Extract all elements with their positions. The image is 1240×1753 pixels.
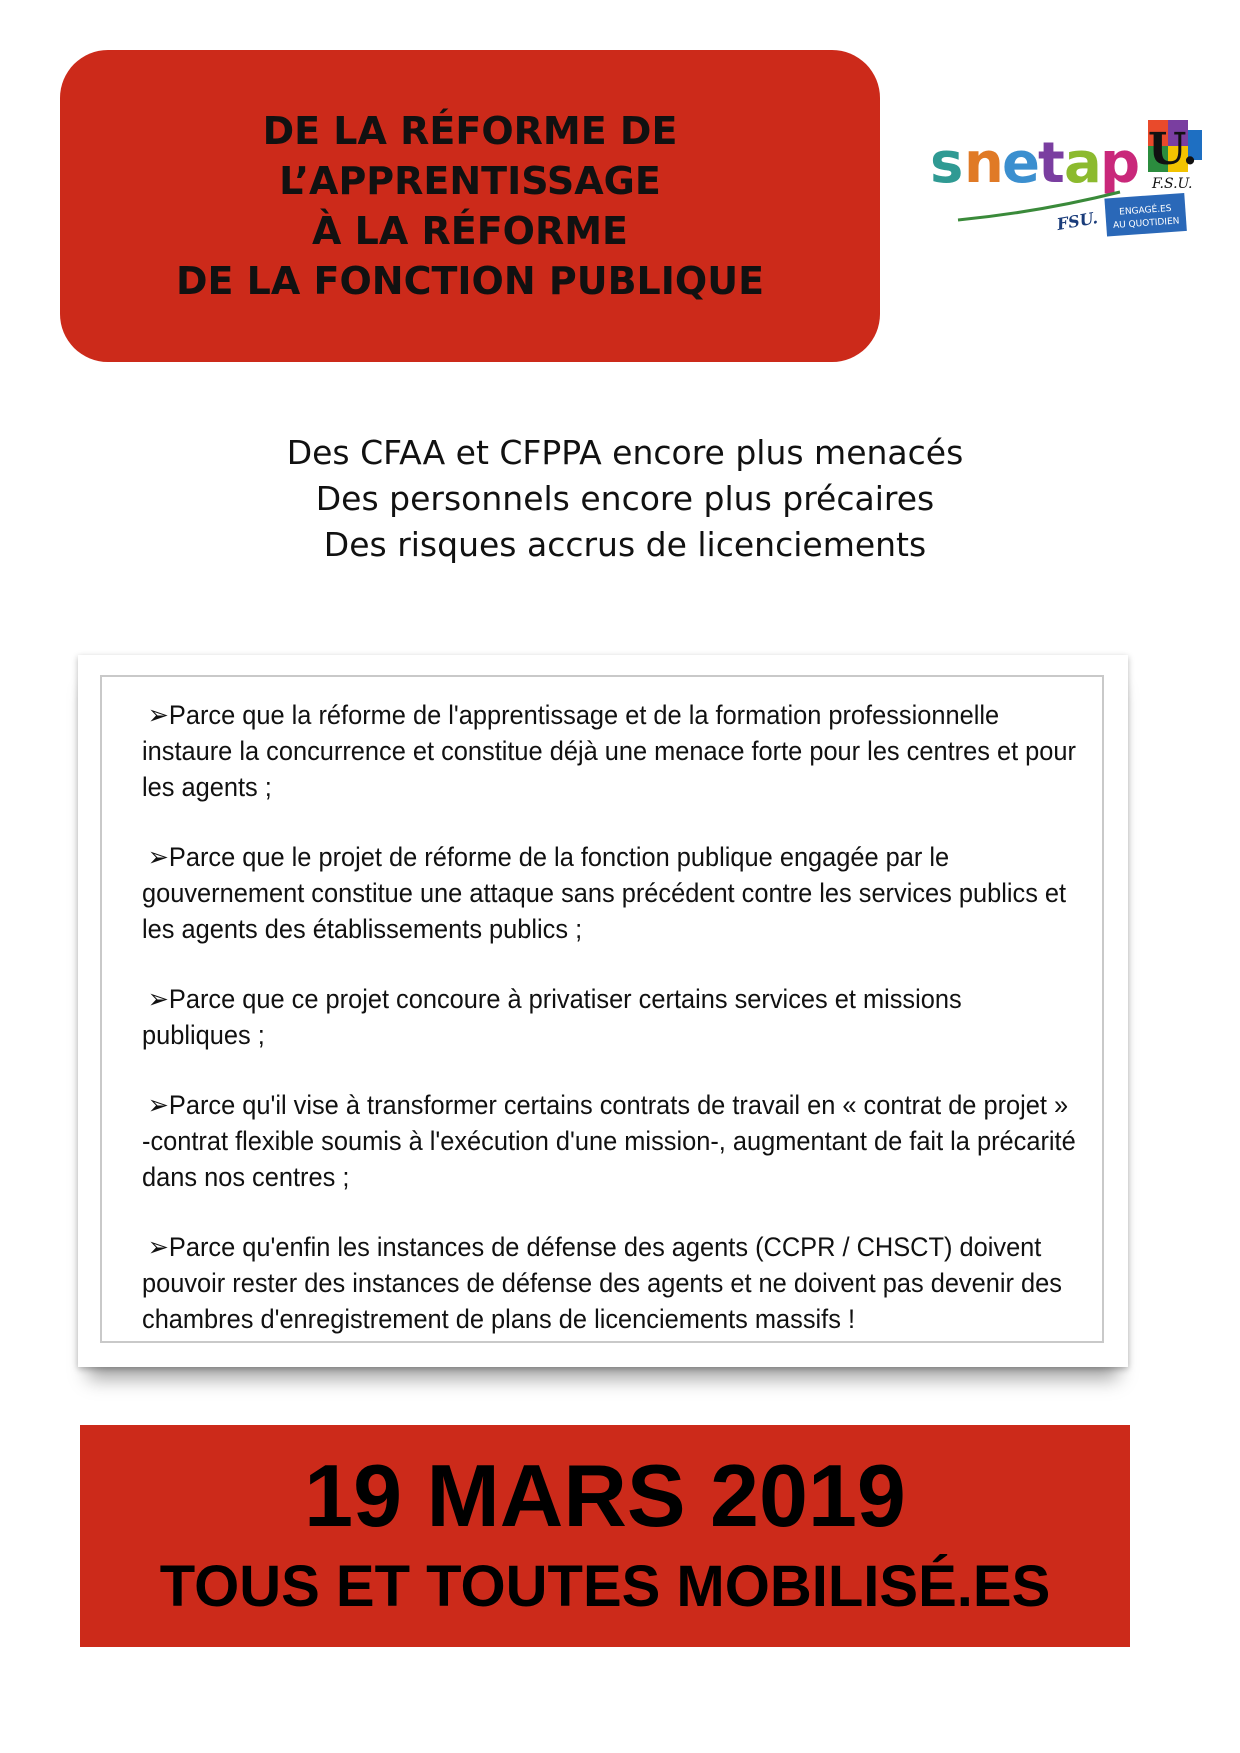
title-banner: [60, 50, 880, 362]
reason-text: Parce que ce projet concoure à privatiser certains services et missions: [168, 984, 962, 1014]
reason-line: [142, 1229, 1088, 1265]
reason-line: [142, 1017, 1088, 1053]
reason-line: [142, 911, 1088, 947]
svg-text:a: a: [1064, 131, 1102, 196]
reason-text: instaure la concurrence et constitue déjà une menace forte pour les centres et pour: [142, 736, 1076, 766]
fsu-top-label: F.S.U.: [1152, 176, 1193, 192]
title-line-1: DE LA RÉFORME DE: [262, 109, 678, 153]
reason-line: [142, 1159, 1088, 1195]
reason-line: [142, 839, 1088, 875]
reason-text: les agents ;: [142, 772, 272, 802]
arrow-bullet-icon: ➢: [147, 1090, 169, 1120]
reason-line: [142, 769, 1088, 805]
reason-text: Parce que le projet de réforme de la fonction publique engagée par le: [168, 842, 950, 872]
reason-line: [142, 697, 1088, 733]
reason-line: [142, 1265, 1088, 1301]
arrow-bullet-icon: ➢: [147, 1232, 169, 1262]
reason-item: [142, 1229, 1088, 1337]
date-banner: [80, 1425, 1130, 1647]
title-line-3: À LA RÉFORME: [311, 209, 628, 253]
badge-line-2: AU QUOTIDIEN: [1112, 216, 1180, 232]
reason-line: [142, 1123, 1088, 1159]
svg-text:p: p: [1100, 131, 1141, 196]
reason-text: pouvoir rester des instances de défense des agents et ne doivent pas devenir des: [142, 1268, 1062, 1298]
reasons-list: [142, 697, 1092, 1371]
title-line-2: L’APPRENTISSAGE: [279, 159, 661, 203]
reason-line: [142, 1301, 1088, 1337]
svg-text:e: e: [1002, 131, 1040, 196]
reasons-frame: [100, 675, 1104, 1343]
arrow-bullet-icon: ➢: [147, 842, 169, 872]
reason-text: Parce qu'il vise à transformer certains contrats de travail en « contrat de projet »: [168, 1090, 1069, 1120]
svg-text:n: n: [964, 131, 1004, 196]
union-mark: U.: [1148, 124, 1198, 175]
reasons-panel: [78, 655, 1128, 1367]
svg-text:t: t: [1038, 131, 1065, 196]
reason-item: [142, 697, 1088, 805]
snetap-fsu-logo: [930, 120, 1240, 270]
arrow-bullet-icon: ➢: [147, 984, 169, 1014]
svg-text:s: s: [930, 131, 964, 196]
reason-text: -contrat flexible soumis à l'exécution d'une mission-, augmentant de fait la précarité: [142, 1126, 1076, 1156]
reason-item: [142, 981, 1088, 1053]
event-date: 19 MARS 2019: [304, 1446, 906, 1545]
badge-line-1: ENGAGÉ.ES: [1118, 203, 1172, 218]
subtitle-block: [180, 430, 1070, 568]
reason-text: chambres d'enregistrement de plans de licenciements massifs !: [142, 1304, 856, 1334]
subtitle-line-3: Des risques accrus de licenciements: [323, 525, 927, 564]
fsu-bottom-label: FSU.: [1055, 208, 1100, 234]
reason-text: dans nos centres ;: [142, 1162, 350, 1192]
reason-item: [142, 839, 1088, 947]
reason-text: les agents des établissements publics ;: [142, 914, 583, 944]
mobilisation-slogan: TOUS ET TOUTES MOBILISÉ.ES: [159, 1554, 1051, 1619]
subtitle-line-1: Des CFAA et CFPPA encore plus menacés: [286, 433, 964, 472]
title-line-4: DE LA FONCTION PUBLIQUE: [175, 259, 765, 303]
reason-item: [142, 1087, 1088, 1195]
reason-text: gouvernement constitue une attaque sans précédent contre les services publics et: [142, 878, 1067, 908]
reason-line: [142, 875, 1088, 911]
reason-text: Parce que la réforme de l'apprentissage et de la formation professionnelle: [168, 700, 1000, 730]
subtitle-line-2: Des personnels encore plus précaires: [315, 479, 935, 518]
reason-line: [142, 981, 1088, 1017]
reason-line: [142, 733, 1088, 769]
reason-line: [142, 1087, 1088, 1123]
reason-text: publiques ;: [142, 1020, 265, 1050]
reason-text: Parce qu'enfin les instances de défense des agents (CCPR / CHSCT) doivent: [168, 1232, 1042, 1262]
arrow-bullet-icon: ➢: [147, 700, 169, 730]
